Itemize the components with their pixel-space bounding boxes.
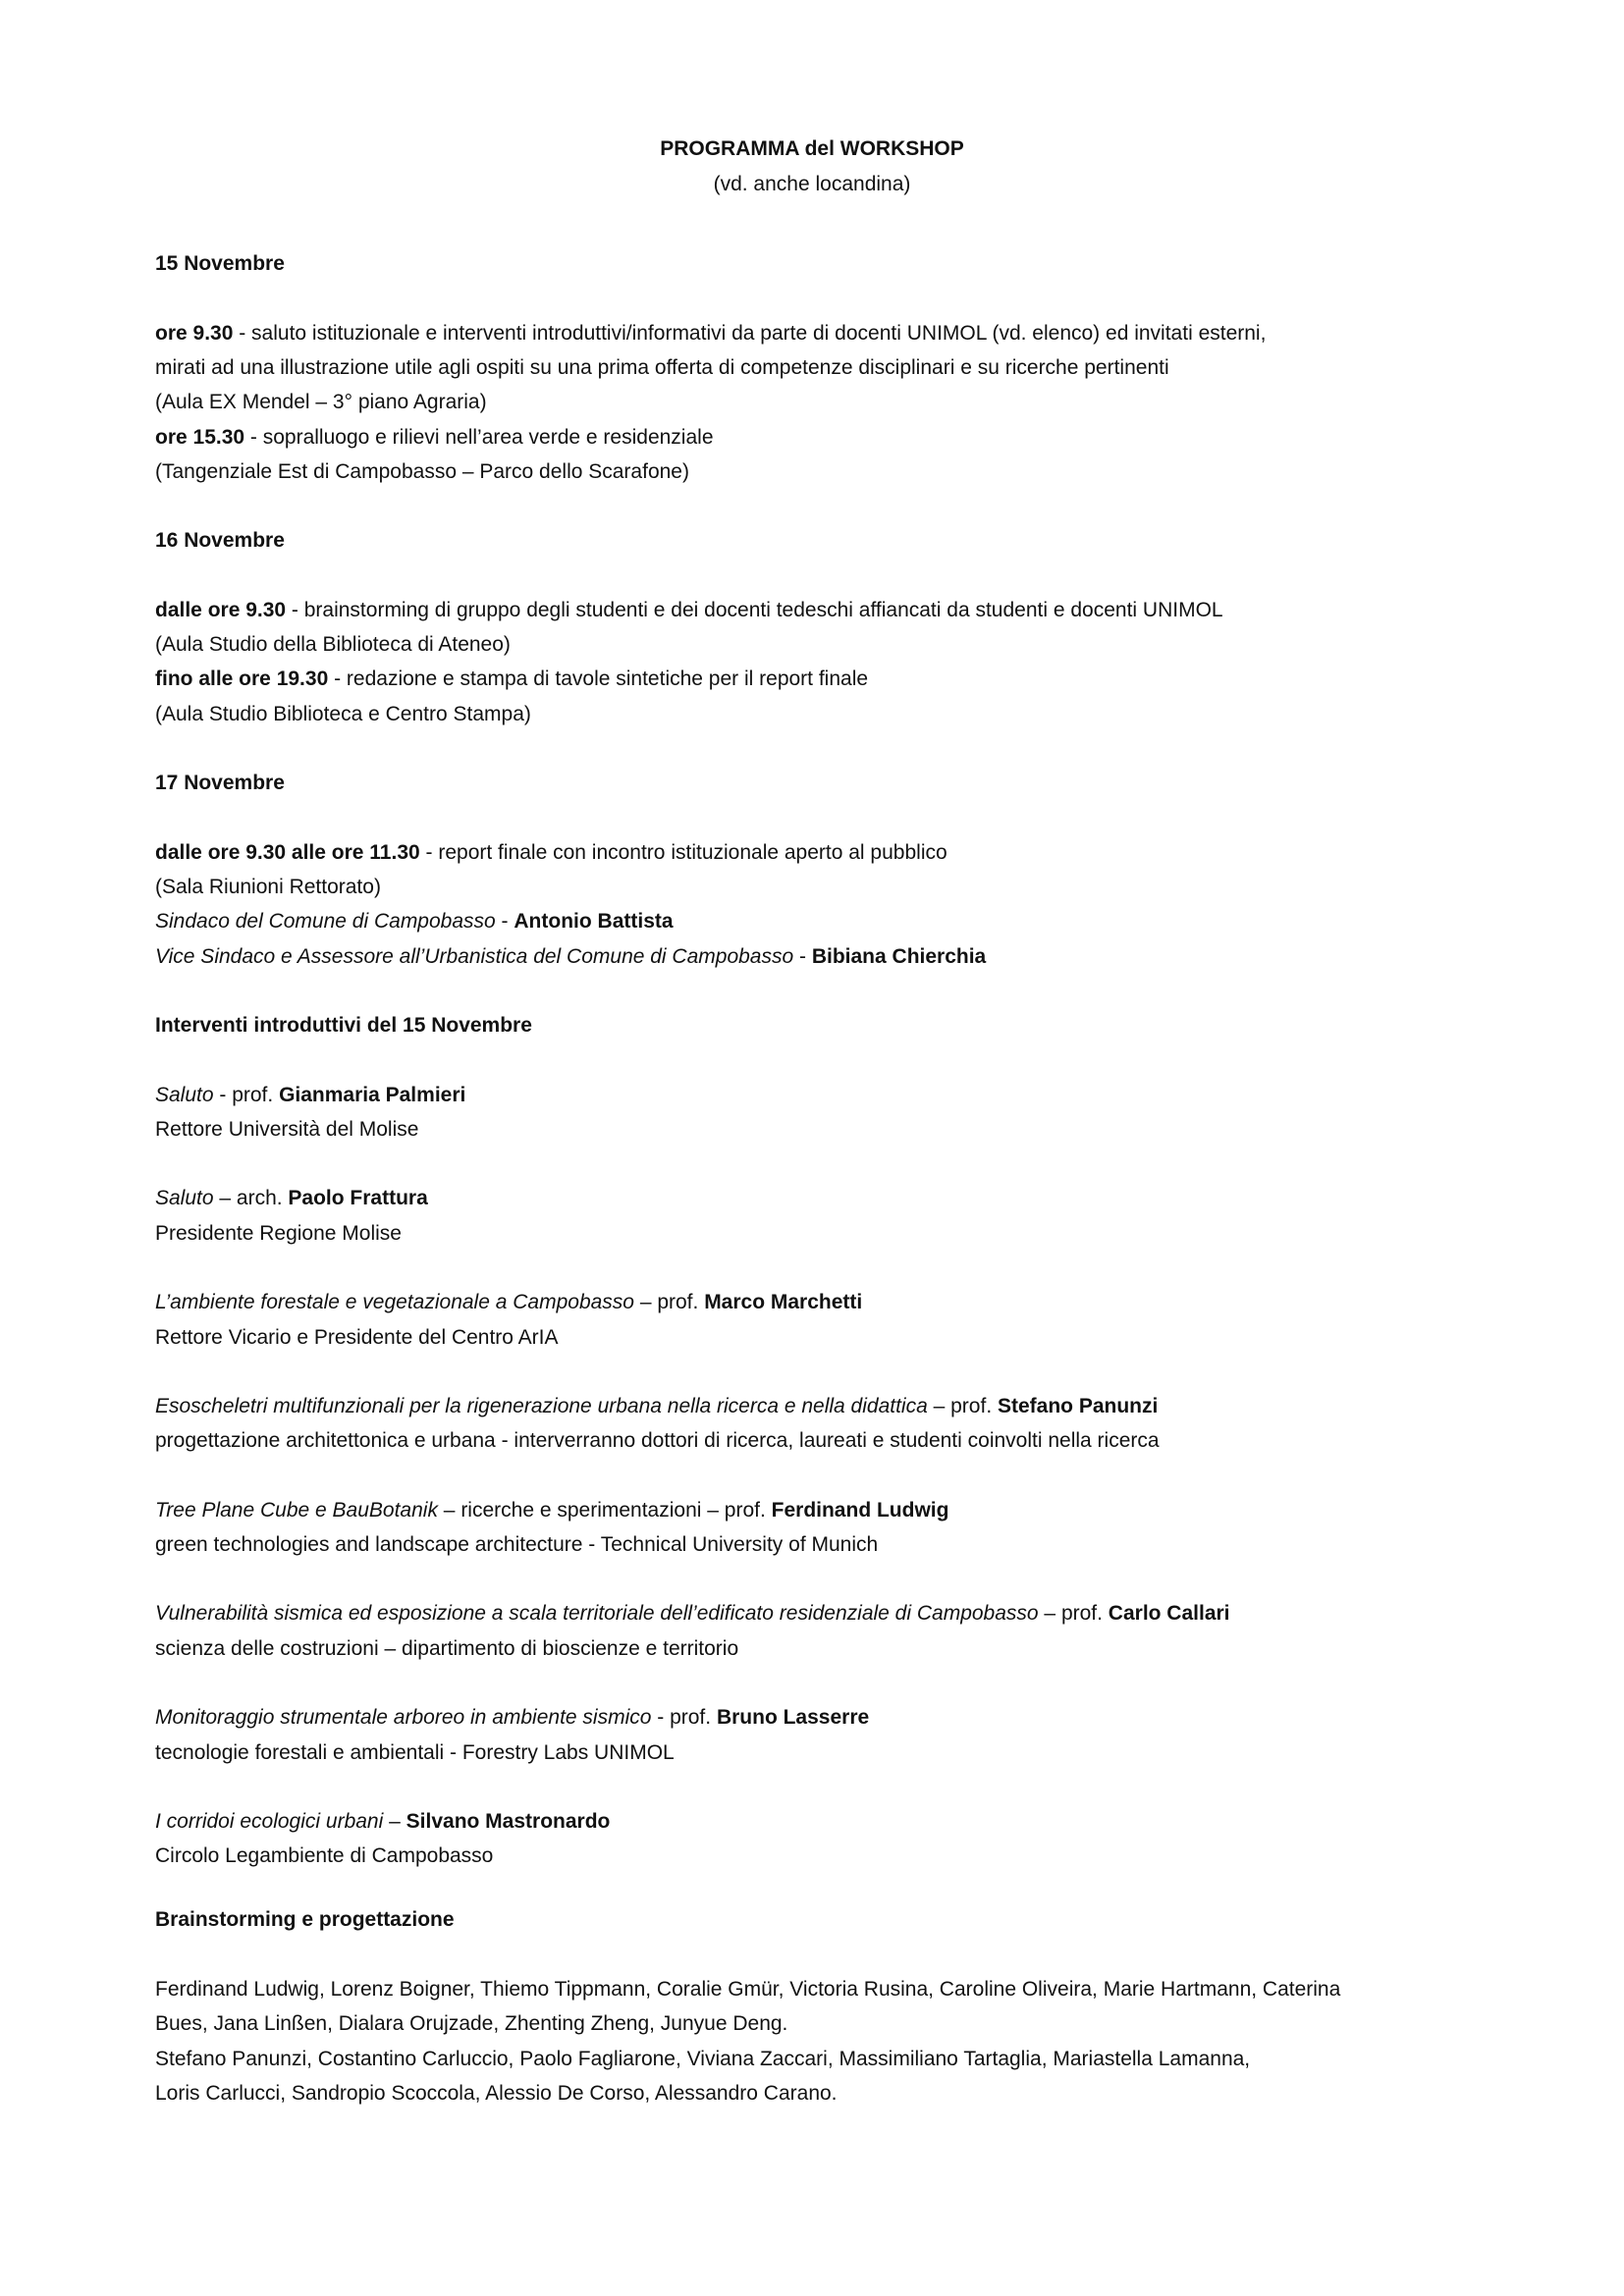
interventi-heading: Interventi introduttivi del 15 Novembre [155, 1014, 532, 1037]
day3-item1: dalle ore 9.30 alle ore 11.30 - report finale con incontro istituzionale aperto al pubblico [155, 841, 947, 864]
day1-heading: 15 Novembre [155, 252, 285, 275]
day2-heading: 16 Novembre [155, 529, 285, 552]
intervento-title: Vulnerabilità sismica ed esposizione a scala territoriale dell’edificato residenziale di Campobasso – prof. Carlo Callari [155, 1602, 1230, 1625]
intervento-title: Saluto - prof. Gianmaria Palmieri [155, 1084, 466, 1106]
intervento-title: Monitoraggio strumentale arboreo in ambiente sismico - prof. Bruno Lasserre [155, 1706, 870, 1729]
day3-item1-place: (Sala Riunioni Rettorato) [155, 876, 381, 898]
day3-heading: 17 Novembre [155, 772, 285, 794]
participants-line: Ferdinand Ludwig, Lorenz Boigner, Thiemo Tippmann, Coralie Gmür, Victoria Rusina, Caroline Oliveira, Marie Hartmann, Caterina [155, 1978, 1341, 2001]
document-title: PROGRAMMA del WORKSHOP [660, 137, 964, 160]
intervento-title: Saluto – arch. Paolo Frattura [155, 1187, 428, 1209]
intervento-title: L’ambiente forestale e vegetazionale a Campobasso – prof. Marco Marchetti [155, 1291, 863, 1313]
brainstorming-heading: Brainstorming e progettazione [155, 1908, 455, 1931]
day1-item1-line1: ore 9.30 - saluto istituzionale e interventi introduttivi/informativi da parte di docenti UNIMOL (vd. elenco) ed invitati esterni, [155, 322, 1267, 345]
intervento-affiliation: Circolo Legambiente di Campobasso [155, 1844, 494, 1867]
participants-line: Stefano Panunzi, Costantino Carluccio, Paolo Fagliarone, Viviana Zaccari, Massimiliano Tartaglia, Mariastella Lamanna, [155, 2048, 1251, 2070]
participants-line: Loris Carlucci, Sandropio Scoccola, Alessio De Corso, Alessandro Carano. [155, 2082, 838, 2105]
intervento-affiliation: tecnologie forestali e ambientali - Forestry Labs UNIMOL [155, 1741, 675, 1764]
day1-item1-place: (Aula EX Mendel – 3° piano Agraria) [155, 391, 487, 413]
day3-guest2: Vice Sindaco e Assessore all’Urbanistica del Comune di Campobasso - Bibiana Chierchia [155, 945, 987, 968]
intervento-affiliation: green technologies and landscape architecture - Technical University of Munich [155, 1533, 879, 1556]
intervento-affiliation: Presidente Regione Molise [155, 1222, 402, 1245]
day3-guest1: Sindaco del Comune di Campobasso - Antonio Battista [155, 910, 674, 933]
participants-line: Bues, Jana Linßen, Dialara Orujzade, Zhenting Zheng, Junyue Deng. [155, 2012, 788, 2035]
day2-item1-place: (Aula Studio della Biblioteca di Ateneo) [155, 633, 511, 656]
day1-item1-line2: mirati ad una illustrazione utile agli ospiti su una prima offerta di competenze disciplinari e su ricerche pertinenti [155, 356, 1169, 379]
day2-item2: fino alle ore 19.30 - redazione e stampa di tavole sintetiche per il report finale [155, 667, 869, 690]
intervento-affiliation: progettazione architettonica e urbana - interverranno dottori di ricerca, laureati e studenti coinvolti nella ricerca [155, 1429, 1160, 1452]
day2-item2-place: (Aula Studio Biblioteca e Centro Stampa) [155, 703, 531, 725]
day1-item2: ore 15.30 - sopralluogo e rilievi nell’area verde e residenziale [155, 426, 714, 449]
intervento-title: Esoscheletri multifunzionali per la rigenerazione urbana nella ricerca e nella didattica – prof. Stefano Panunzi [155, 1395, 1159, 1417]
intervento-affiliation: scienza delle costruzioni – dipartimento di bioscienze e territorio [155, 1637, 739, 1660]
document-subtitle: (vd. anche locandina) [713, 173, 911, 195]
intervento-affiliation: Rettore Università del Molise [155, 1118, 419, 1141]
day2-item1: dalle ore 9.30 - brainstorming di gruppo degli studenti e dei docenti tedeschi affiancati da studenti e docenti UNIMOL [155, 599, 1223, 621]
intervento-affiliation: Rettore Vicario e Presidente del Centro ArIA [155, 1326, 559, 1349]
day1-item2-place: (Tangenziale Est di Campobasso – Parco dello Scarafone) [155, 460, 689, 483]
intervento-title: I corridoi ecologici urbani – Silvano Mastronardo [155, 1810, 611, 1833]
intervento-title: Tree Plane Cube e BauBotanik – ricerche e sperimentazioni – prof. Ferdinand Ludwig [155, 1499, 949, 1522]
